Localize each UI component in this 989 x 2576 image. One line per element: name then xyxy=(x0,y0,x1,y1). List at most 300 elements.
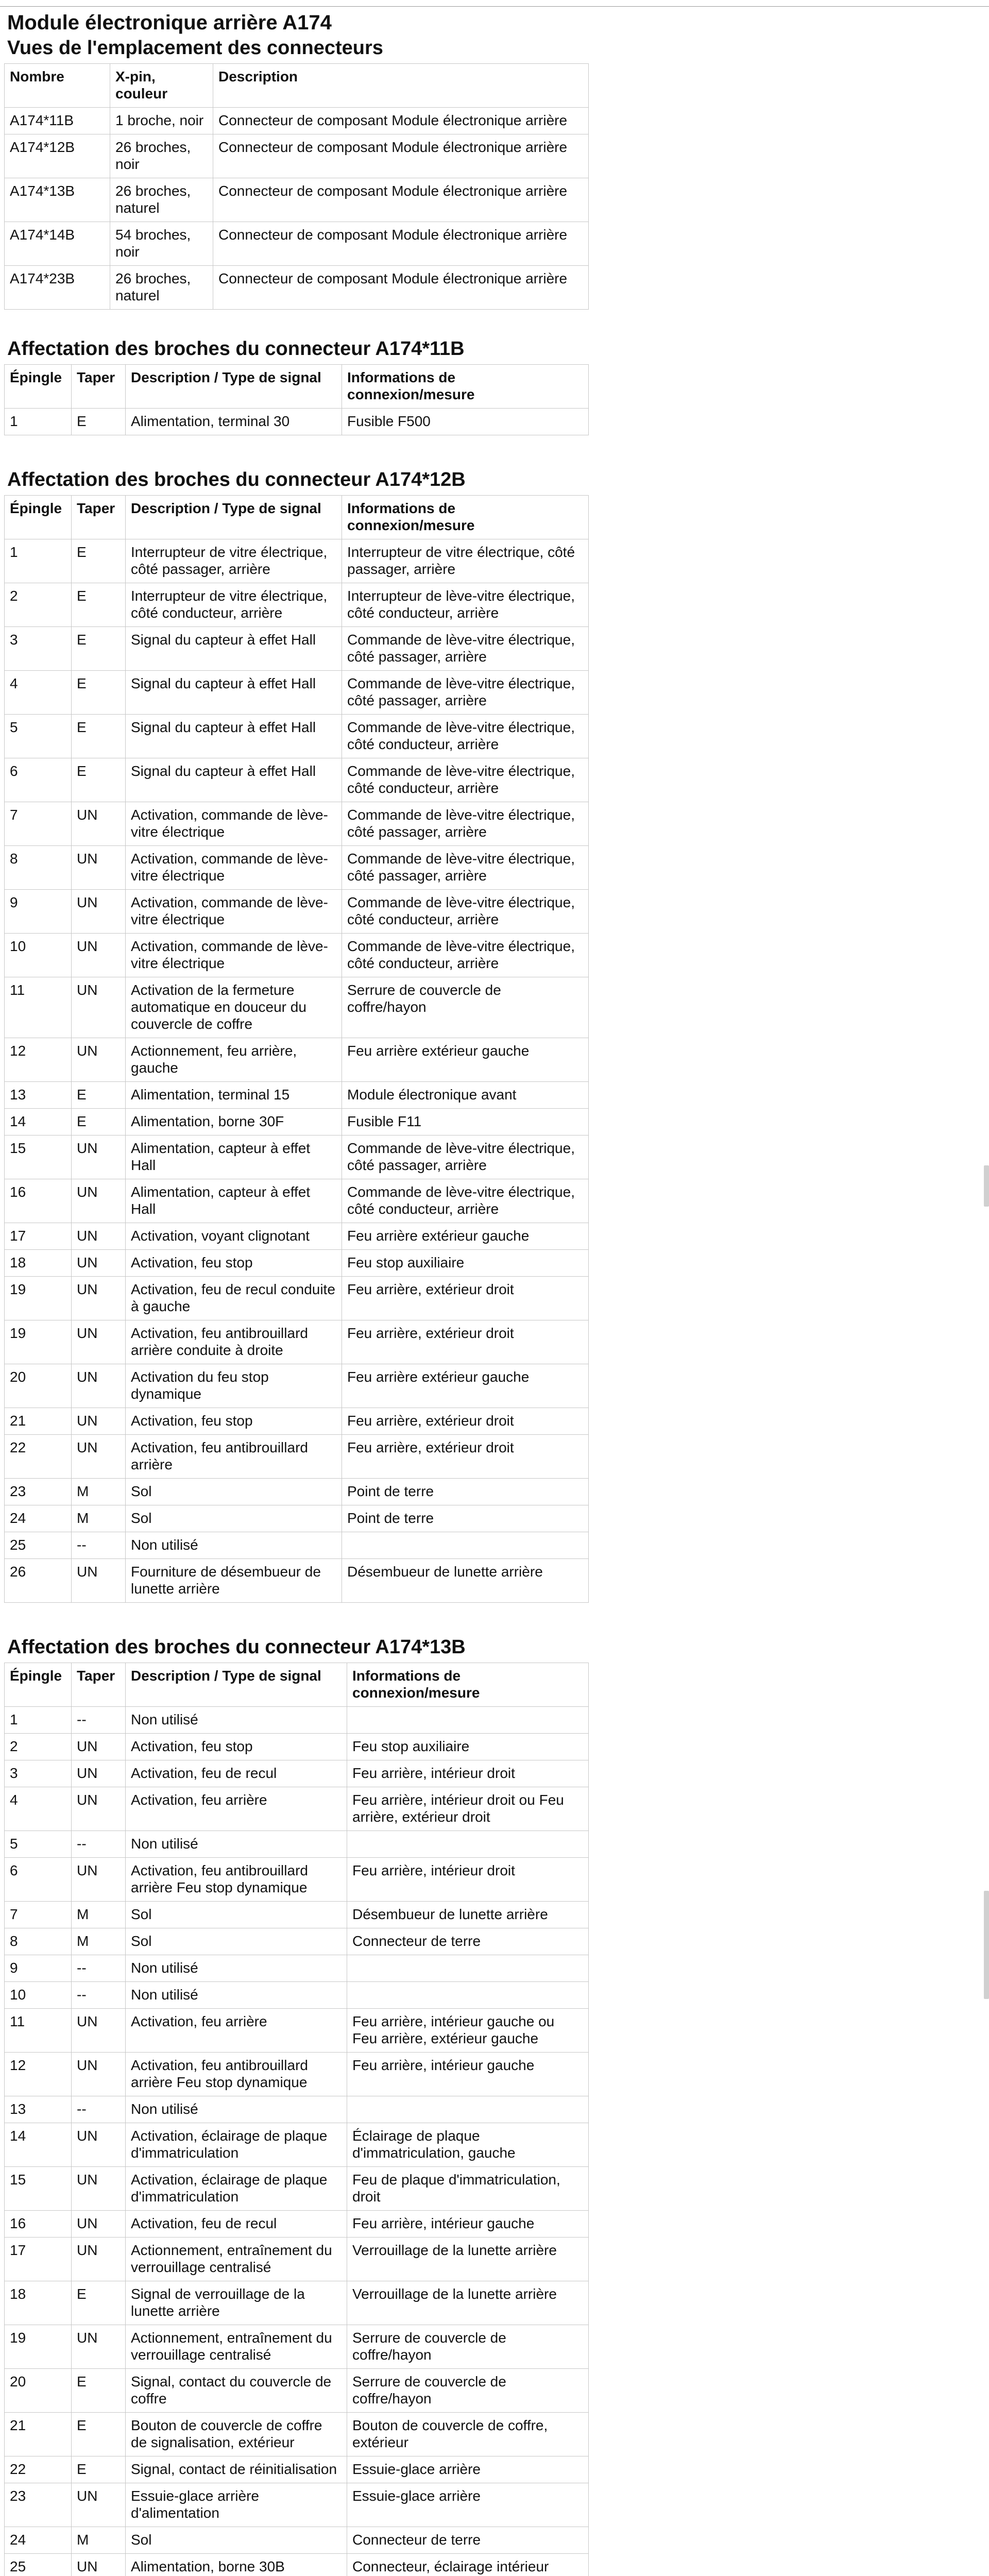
table-cell: E xyxy=(72,627,126,671)
connectors-table-body xyxy=(5,108,589,310)
table-cell: Commande de lève-vitre électrique, côté conducteur, arrière xyxy=(342,758,589,802)
table-cell xyxy=(342,1532,589,1559)
table-cell: 6 xyxy=(5,758,72,802)
table-cell: 23 xyxy=(5,1479,72,1505)
table-cell: E xyxy=(72,2369,126,2413)
table-row xyxy=(5,1408,589,1435)
table-row xyxy=(5,222,589,266)
header-cell: Description xyxy=(213,64,589,108)
table-cell: Non utilisé xyxy=(126,1831,347,1858)
table-cell: 22 xyxy=(5,2456,72,2483)
table-cell: 10 xyxy=(5,1982,72,2009)
table-cell: E xyxy=(72,758,126,802)
table-row xyxy=(5,1559,589,1603)
table-cell: Signal du capteur à effet Hall xyxy=(126,758,342,802)
table-cell: E xyxy=(72,2456,126,2483)
pin-sections xyxy=(4,310,592,2576)
table-cell: 14 xyxy=(5,2123,72,2167)
table-cell: Connecteur de composant Module électronique arrière xyxy=(213,134,589,178)
table-cell: UN xyxy=(72,1277,126,1320)
table-row xyxy=(5,2238,589,2281)
table-row xyxy=(5,134,589,178)
table-row xyxy=(5,266,589,310)
table-cell: Feu arrière extérieur gauche xyxy=(342,1223,589,1250)
table-cell: Activation, feu stop xyxy=(126,1250,342,1277)
table-cell: 1 broche, noir xyxy=(110,108,213,134)
table-cell: A174*11B xyxy=(5,108,110,134)
section-title: Affectation des broches du connecteur A174*12B xyxy=(7,469,466,490)
table-cell: Connecteur de composant Module électronique arrière xyxy=(213,108,589,134)
table-cell: 20 xyxy=(5,1364,72,1408)
table-cell: Activation, feu antibrouillard arrière Feu stop dynamique xyxy=(126,2053,347,2096)
table-cell: Feu arrière extérieur gauche xyxy=(342,1364,589,1408)
table-cell: UN xyxy=(72,2325,126,2369)
table-cell: 9 xyxy=(5,890,72,934)
table-cell: 9 xyxy=(5,1955,72,1982)
table-cell: E xyxy=(72,2281,126,2325)
table-cell: Sol xyxy=(126,1902,347,1928)
table-cell: Éclairage de plaque d'immatriculation, gauche xyxy=(347,2123,589,2167)
table-cell: 22 xyxy=(5,1435,72,1479)
header-cell: Taper xyxy=(72,365,126,409)
table-row xyxy=(5,1250,589,1277)
table-cell: UN xyxy=(72,1760,126,1787)
table-cell: Interrupteur de lève-vitre électrique, côté conducteur, arrière xyxy=(342,583,589,627)
table-row xyxy=(5,1277,589,1320)
table-cell: 23 xyxy=(5,2483,72,2527)
table-cell: UN xyxy=(72,1223,126,1250)
table-row xyxy=(5,1038,589,1082)
table-row xyxy=(5,934,589,977)
table-row xyxy=(5,1955,589,1982)
table-cell: Non utilisé xyxy=(126,1982,347,2009)
table-cell: Connecteur de terre xyxy=(347,1928,589,1955)
pin-table xyxy=(4,364,589,435)
table-row xyxy=(5,2281,589,2325)
table-cell: 26 xyxy=(5,1559,72,1603)
table-cell: Activation, feu de recul xyxy=(126,2211,347,2238)
table-cell: UN xyxy=(72,846,126,890)
table-cell: 5 xyxy=(5,1831,72,1858)
table-cell: Alimentation, borne 30B xyxy=(126,2554,347,2576)
table-cell: Commande de lève-vitre électrique, côté conducteur, arrière xyxy=(342,890,589,934)
table-row xyxy=(5,2167,589,2211)
table-cell: 1 xyxy=(5,539,72,583)
table-cell: Non utilisé xyxy=(126,2096,347,2123)
table-cell: E xyxy=(72,1109,126,1136)
table-cell: Connecteur, éclairage intérieur xyxy=(347,2554,589,2576)
table-row xyxy=(5,1179,589,1223)
table-cell: Commande de lève-vitre électrique, côté conducteur, arrière xyxy=(342,715,589,758)
table-cell: A174*23B xyxy=(5,266,110,310)
table-cell: Feu arrière, extérieur droit xyxy=(342,1320,589,1364)
table-cell: UN xyxy=(72,977,126,1038)
table-cell: Commande de lève-vitre électrique, côté passager, arrière xyxy=(342,627,589,671)
table-cell: Fusible F500 xyxy=(342,409,589,435)
table-cell: 17 xyxy=(5,2238,72,2281)
table-cell: Interrupteur de vitre électrique, côté passager, arrière xyxy=(342,539,589,583)
table-cell: -- xyxy=(72,1982,126,2009)
table-row xyxy=(5,1787,589,1831)
table-row xyxy=(5,2369,589,2413)
table-cell: Feu stop auxiliaire xyxy=(342,1250,589,1277)
table-cell: Actionnement, entraînement du verrouillage centralisé xyxy=(126,2325,347,2369)
table-row xyxy=(5,2123,589,2167)
table-row xyxy=(5,178,589,222)
table-cell: UN xyxy=(72,2483,126,2527)
table-cell: UN xyxy=(72,802,126,846)
table-cell xyxy=(347,1982,589,2009)
table-cell: Activation, feu antibrouillard arrière conduite à droite xyxy=(126,1320,342,1364)
table-cell: M xyxy=(72,1902,126,1928)
table-cell: 4 xyxy=(5,1787,72,1831)
header-cell: Description / Type de signal xyxy=(126,365,342,409)
table-cell: Désembueur de lunette arrière xyxy=(347,1902,589,1928)
table-cell: 25 xyxy=(5,1532,72,1559)
table-cell: Non utilisé xyxy=(126,1955,347,1982)
section-title: Affectation des broches du connecteur A174*13B xyxy=(7,1636,466,1658)
table-cell: Connecteur de terre xyxy=(347,2527,589,2554)
top-border xyxy=(0,0,989,7)
table-cell: Activation, feu arrière xyxy=(126,1787,347,1831)
table-cell: 8 xyxy=(5,1928,72,1955)
table-cell: UN xyxy=(72,2009,126,2053)
table-cell: E xyxy=(72,409,126,435)
header-cell: Taper xyxy=(72,1663,126,1707)
table-cell: Sol xyxy=(126,1928,347,1955)
table-cell: Connecteur de composant Module électronique arrière xyxy=(213,222,589,266)
table-row xyxy=(5,2009,589,2053)
table-cell: 24 xyxy=(5,2527,72,2554)
header-cell: Informations de connexion/mesure xyxy=(342,496,589,539)
table-cell: Bouton de couvercle de coffre de signalisation, extérieur xyxy=(126,2413,347,2456)
table-cell: A174*14B xyxy=(5,222,110,266)
table-cell: 21 xyxy=(5,2413,72,2456)
table-cell: UN xyxy=(72,1320,126,1364)
table-cell: Sol xyxy=(126,1505,342,1532)
table-cell: Fusible F11 xyxy=(342,1109,589,1136)
table-cell xyxy=(347,1955,589,1982)
table-cell: E xyxy=(72,2413,126,2456)
table-cell: 15 xyxy=(5,2167,72,2211)
table-cell: 19 xyxy=(5,1277,72,1320)
header-cell: Taper xyxy=(72,496,126,539)
table-row xyxy=(5,1532,589,1559)
table-cell: UN xyxy=(72,1179,126,1223)
table-cell: Serrure de couvercle de coffre/hayon xyxy=(347,2369,589,2413)
table-cell: 11 xyxy=(5,977,72,1038)
table-cell: Activation, commande de lève-vitre électrique xyxy=(126,890,342,934)
table-row xyxy=(5,671,589,715)
table-row xyxy=(5,846,589,890)
table-cell: E xyxy=(72,539,126,583)
table-row xyxy=(5,977,589,1038)
table-cell: -- xyxy=(72,1831,126,1858)
table-cell: Feu arrière, extérieur droit xyxy=(342,1435,589,1479)
header-cell: Informations de connexion/mesure xyxy=(342,365,589,409)
table-cell: 18 xyxy=(5,1250,72,1277)
page-title: Module électronique arrière A174 xyxy=(7,11,332,34)
table-cell: A174*12B xyxy=(5,134,110,178)
header-cell: Nombre xyxy=(5,64,110,108)
table-cell: Feu arrière, intérieur droit xyxy=(347,1858,589,1902)
pin-table xyxy=(4,495,589,1603)
table-cell: UN xyxy=(72,1559,126,1603)
table-cell: 24 xyxy=(5,1505,72,1532)
table-cell: E xyxy=(72,715,126,758)
table-cell: Interrupteur de vitre électrique, côté conducteur, arrière xyxy=(126,583,342,627)
table-row xyxy=(5,715,589,758)
table-cell: Point de terre xyxy=(342,1505,589,1532)
header-cell: Épingle xyxy=(5,1663,72,1707)
document-content xyxy=(0,7,592,2576)
table-cell: UN xyxy=(72,2053,126,2096)
table-cell: UN xyxy=(72,2123,126,2167)
table-cell: 20 xyxy=(5,2369,72,2413)
pin-header-row xyxy=(5,496,589,539)
table-cell: Alimentation, terminal 30 xyxy=(126,409,342,435)
table-cell: Commande de lève-vitre électrique, côté passager, arrière xyxy=(342,802,589,846)
table-cell: 21 xyxy=(5,1408,72,1435)
table-cell: 5 xyxy=(5,715,72,758)
table-cell xyxy=(347,1707,589,1734)
table-cell: Activation, feu de recul conduite à gauche xyxy=(126,1277,342,1320)
table-row xyxy=(5,627,589,671)
table-cell: 13 xyxy=(5,2096,72,2123)
table-cell: 6 xyxy=(5,1858,72,1902)
table-row xyxy=(5,2096,589,2123)
table-cell: UN xyxy=(72,1435,126,1479)
pin-header-row xyxy=(5,1663,589,1707)
table-cell: 19 xyxy=(5,2325,72,2369)
table-cell: Feu arrière extérieur gauche xyxy=(342,1038,589,1082)
table-cell: Serrure de couvercle de coffre/hayon xyxy=(347,2325,589,2369)
table-row xyxy=(5,1928,589,1955)
views-title: Vues de l'emplacement des connecteurs xyxy=(7,37,383,59)
table-cell: 17 xyxy=(5,1223,72,1250)
table-cell: 26 broches, naturel xyxy=(110,266,213,310)
table-cell: UN xyxy=(72,2167,126,2211)
table-cell: E xyxy=(72,1082,126,1109)
table-cell: 2 xyxy=(5,583,72,627)
connectors-header-row xyxy=(5,64,589,108)
table-row xyxy=(5,2554,589,2576)
table-cell: Signal, contact du couvercle de coffre xyxy=(126,2369,347,2413)
table-cell: Fourniture de désembueur de lunette arrière xyxy=(126,1559,342,1603)
table-cell: Feu arrière, intérieur gauche xyxy=(347,2053,589,2096)
table-cell: E xyxy=(72,583,126,627)
header-cell: Description / Type de signal xyxy=(126,1663,347,1707)
table-cell: Commande de lève-vitre électrique, côté passager, arrière xyxy=(342,671,589,715)
table-cell: UN xyxy=(72,2211,126,2238)
table-row xyxy=(5,1505,589,1532)
table-cell: 15 xyxy=(5,1136,72,1179)
table-cell: Feu stop auxiliaire xyxy=(347,1734,589,1760)
table-row xyxy=(5,108,589,134)
table-row xyxy=(5,1364,589,1408)
table-row xyxy=(5,2325,589,2369)
connectors-table xyxy=(4,63,589,310)
table-cell: Activation, feu antibrouillard arrière xyxy=(126,1435,342,1479)
table-cell: 12 xyxy=(5,1038,72,1082)
table-cell: A174*13B xyxy=(5,178,110,222)
table-cell: UN xyxy=(72,1364,126,1408)
table-row xyxy=(5,1982,589,2009)
table-cell: Verrouillage de la lunette arrière xyxy=(347,2281,589,2325)
table-cell: Module électronique avant xyxy=(342,1082,589,1109)
table-cell: 7 xyxy=(5,802,72,846)
table-cell: Activation, feu antibrouillard arrière Feu stop dynamique xyxy=(126,1858,347,1902)
scrollbar-marker[interactable] xyxy=(984,1165,989,1207)
table-cell: Signal de verrouillage de la lunette arrière xyxy=(126,2281,347,2325)
table-cell: Activation, commande de lève-vitre électrique xyxy=(126,934,342,977)
table-cell: Signal du capteur à effet Hall xyxy=(126,715,342,758)
table-cell xyxy=(347,2096,589,2123)
table-cell: Activation de la fermeture automatique en douceur du couvercle de coffre xyxy=(126,977,342,1038)
table-cell: Activation, commande de lève-vitre électrique xyxy=(126,846,342,890)
header-cell: Description / Type de signal xyxy=(126,496,342,539)
table-row xyxy=(5,1435,589,1479)
table-row xyxy=(5,802,589,846)
table-cell: Serrure de couvercle de coffre/hayon xyxy=(342,977,589,1038)
table-cell: Non utilisé xyxy=(126,1707,347,1734)
table-cell: Connecteur de composant Module électronique arrière xyxy=(213,178,589,222)
table-cell: Alimentation, terminal 15 xyxy=(126,1082,342,1109)
table-cell: Verrouillage de la lunette arrière xyxy=(347,2238,589,2281)
table-cell: UN xyxy=(72,2238,126,2281)
table-cell: 54 broches, noir xyxy=(110,222,213,266)
table-cell: -- xyxy=(72,1532,126,1559)
table-cell: 16 xyxy=(5,1179,72,1223)
table-cell: Sol xyxy=(126,1479,342,1505)
table-cell: 3 xyxy=(5,1760,72,1787)
table-row xyxy=(5,409,589,435)
table-cell: Activation, éclairage de plaque d'immatriculation xyxy=(126,2167,347,2211)
table-cell: UN xyxy=(72,2554,126,2576)
table-cell: 16 xyxy=(5,2211,72,2238)
table-row xyxy=(5,2456,589,2483)
table-cell: Commande de lève-vitre électrique, côté passager, arrière xyxy=(342,1136,589,1179)
table-cell: Signal, contact de réinitialisation xyxy=(126,2456,347,2483)
table-cell: Signal du capteur à effet Hall xyxy=(126,671,342,715)
table-cell: Essuie-glace arrière d'alimentation xyxy=(126,2483,347,2527)
table-cell: Activation du feu stop dynamique xyxy=(126,1364,342,1408)
table-row xyxy=(5,1320,589,1364)
table-cell: E xyxy=(72,671,126,715)
table-cell: UN xyxy=(72,1250,126,1277)
pin-table xyxy=(4,1663,589,2576)
table-cell: Alimentation, capteur à effet Hall xyxy=(126,1136,342,1179)
table-cell: UN xyxy=(72,934,126,977)
table-cell: Actionnement, feu arrière, gauche xyxy=(126,1038,342,1082)
table-cell: Signal du capteur à effet Hall xyxy=(126,627,342,671)
table-row xyxy=(5,1109,589,1136)
table-cell: 1 xyxy=(5,1707,72,1734)
table-cell: 12 xyxy=(5,2053,72,2096)
scrollbar-marker[interactable] xyxy=(984,1891,989,1999)
header-cell: X-pin, couleur xyxy=(110,64,213,108)
table-cell: Feu arrière, intérieur droit xyxy=(347,1760,589,1787)
table-cell: -- xyxy=(72,1955,126,1982)
table-cell: M xyxy=(72,1479,126,1505)
table-cell: 25 xyxy=(5,2554,72,2576)
table-cell: UN xyxy=(72,1136,126,1179)
table-row xyxy=(5,2527,589,2554)
table-cell: -- xyxy=(72,2096,126,2123)
table-row xyxy=(5,758,589,802)
header-cell: Épingle xyxy=(5,496,72,539)
table-cell: Désembueur de lunette arrière xyxy=(342,1559,589,1603)
table-cell: -- xyxy=(72,1707,126,1734)
table-cell: 4 xyxy=(5,671,72,715)
table-row xyxy=(5,1223,589,1250)
table-cell: Commande de lève-vitre électrique, côté conducteur, arrière xyxy=(342,1179,589,1223)
table-cell: UN xyxy=(72,1038,126,1082)
table-cell: Point de terre xyxy=(342,1479,589,1505)
table-cell: Activation, feu arrière xyxy=(126,2009,347,2053)
table-cell: Alimentation, borne 30F xyxy=(126,1109,342,1136)
table-row xyxy=(5,1479,589,1505)
table-row xyxy=(5,1707,589,1734)
header-cell: Épingle xyxy=(5,365,72,409)
table-cell: UN xyxy=(72,890,126,934)
section-title: Affectation des broches du connecteur A174*11B xyxy=(7,338,465,360)
table-cell: UN xyxy=(72,1787,126,1831)
table-cell: Actionnement, entraînement du verrouillage centralisé xyxy=(126,2238,347,2281)
table-cell: 3 xyxy=(5,627,72,671)
table-cell: UN xyxy=(72,1734,126,1760)
table-cell: Activation, éclairage de plaque d'immatriculation xyxy=(126,2123,347,2167)
table-cell: Feu arrière, extérieur droit xyxy=(342,1408,589,1435)
table-cell: Feu arrière, extérieur droit xyxy=(342,1277,589,1320)
table-row xyxy=(5,583,589,627)
table-cell: Activation, feu stop xyxy=(126,1734,347,1760)
table-cell: Activation, feu de recul xyxy=(126,1760,347,1787)
table-cell: Feu de plaque d'immatriculation, droit xyxy=(347,2167,589,2211)
table-row xyxy=(5,539,589,583)
table-cell: 8 xyxy=(5,846,72,890)
table-cell: Essuie-glace arrière xyxy=(347,2456,589,2483)
table-row xyxy=(5,2413,589,2456)
table-cell: Bouton de couvercle de coffre, extérieur xyxy=(347,2413,589,2456)
table-row xyxy=(5,1760,589,1787)
table-cell: 13 xyxy=(5,1082,72,1109)
table-row xyxy=(5,1902,589,1928)
table-cell: 19 xyxy=(5,1320,72,1364)
table-cell: UN xyxy=(72,1408,126,1435)
table-cell: 26 broches, noir xyxy=(110,134,213,178)
table-cell: 26 broches, naturel xyxy=(110,178,213,222)
table-cell: Activation, commande de lève-vitre électrique xyxy=(126,802,342,846)
table-cell: 14 xyxy=(5,1109,72,1136)
table-cell: M xyxy=(72,2527,126,2554)
table-cell: 18 xyxy=(5,2281,72,2325)
table-cell: 10 xyxy=(5,934,72,977)
table-cell: UN xyxy=(72,1858,126,1902)
table-cell xyxy=(347,1831,589,1858)
table-cell: M xyxy=(72,1928,126,1955)
table-row xyxy=(5,2053,589,2096)
table-cell: Feu arrière, intérieur gauche ou Feu arrière, extérieur gauche xyxy=(347,2009,589,2053)
table-cell: Non utilisé xyxy=(126,1532,342,1559)
table-cell: Alimentation, capteur à effet Hall xyxy=(126,1179,342,1223)
table-row xyxy=(5,1831,589,1858)
table-cell: Commande de lève-vitre électrique, côté passager, arrière xyxy=(342,846,589,890)
table-cell: 1 xyxy=(5,409,72,435)
table-cell: Interrupteur de vitre électrique, côté passager, arrière xyxy=(126,539,342,583)
table-row xyxy=(5,1734,589,1760)
table-cell: 7 xyxy=(5,1902,72,1928)
